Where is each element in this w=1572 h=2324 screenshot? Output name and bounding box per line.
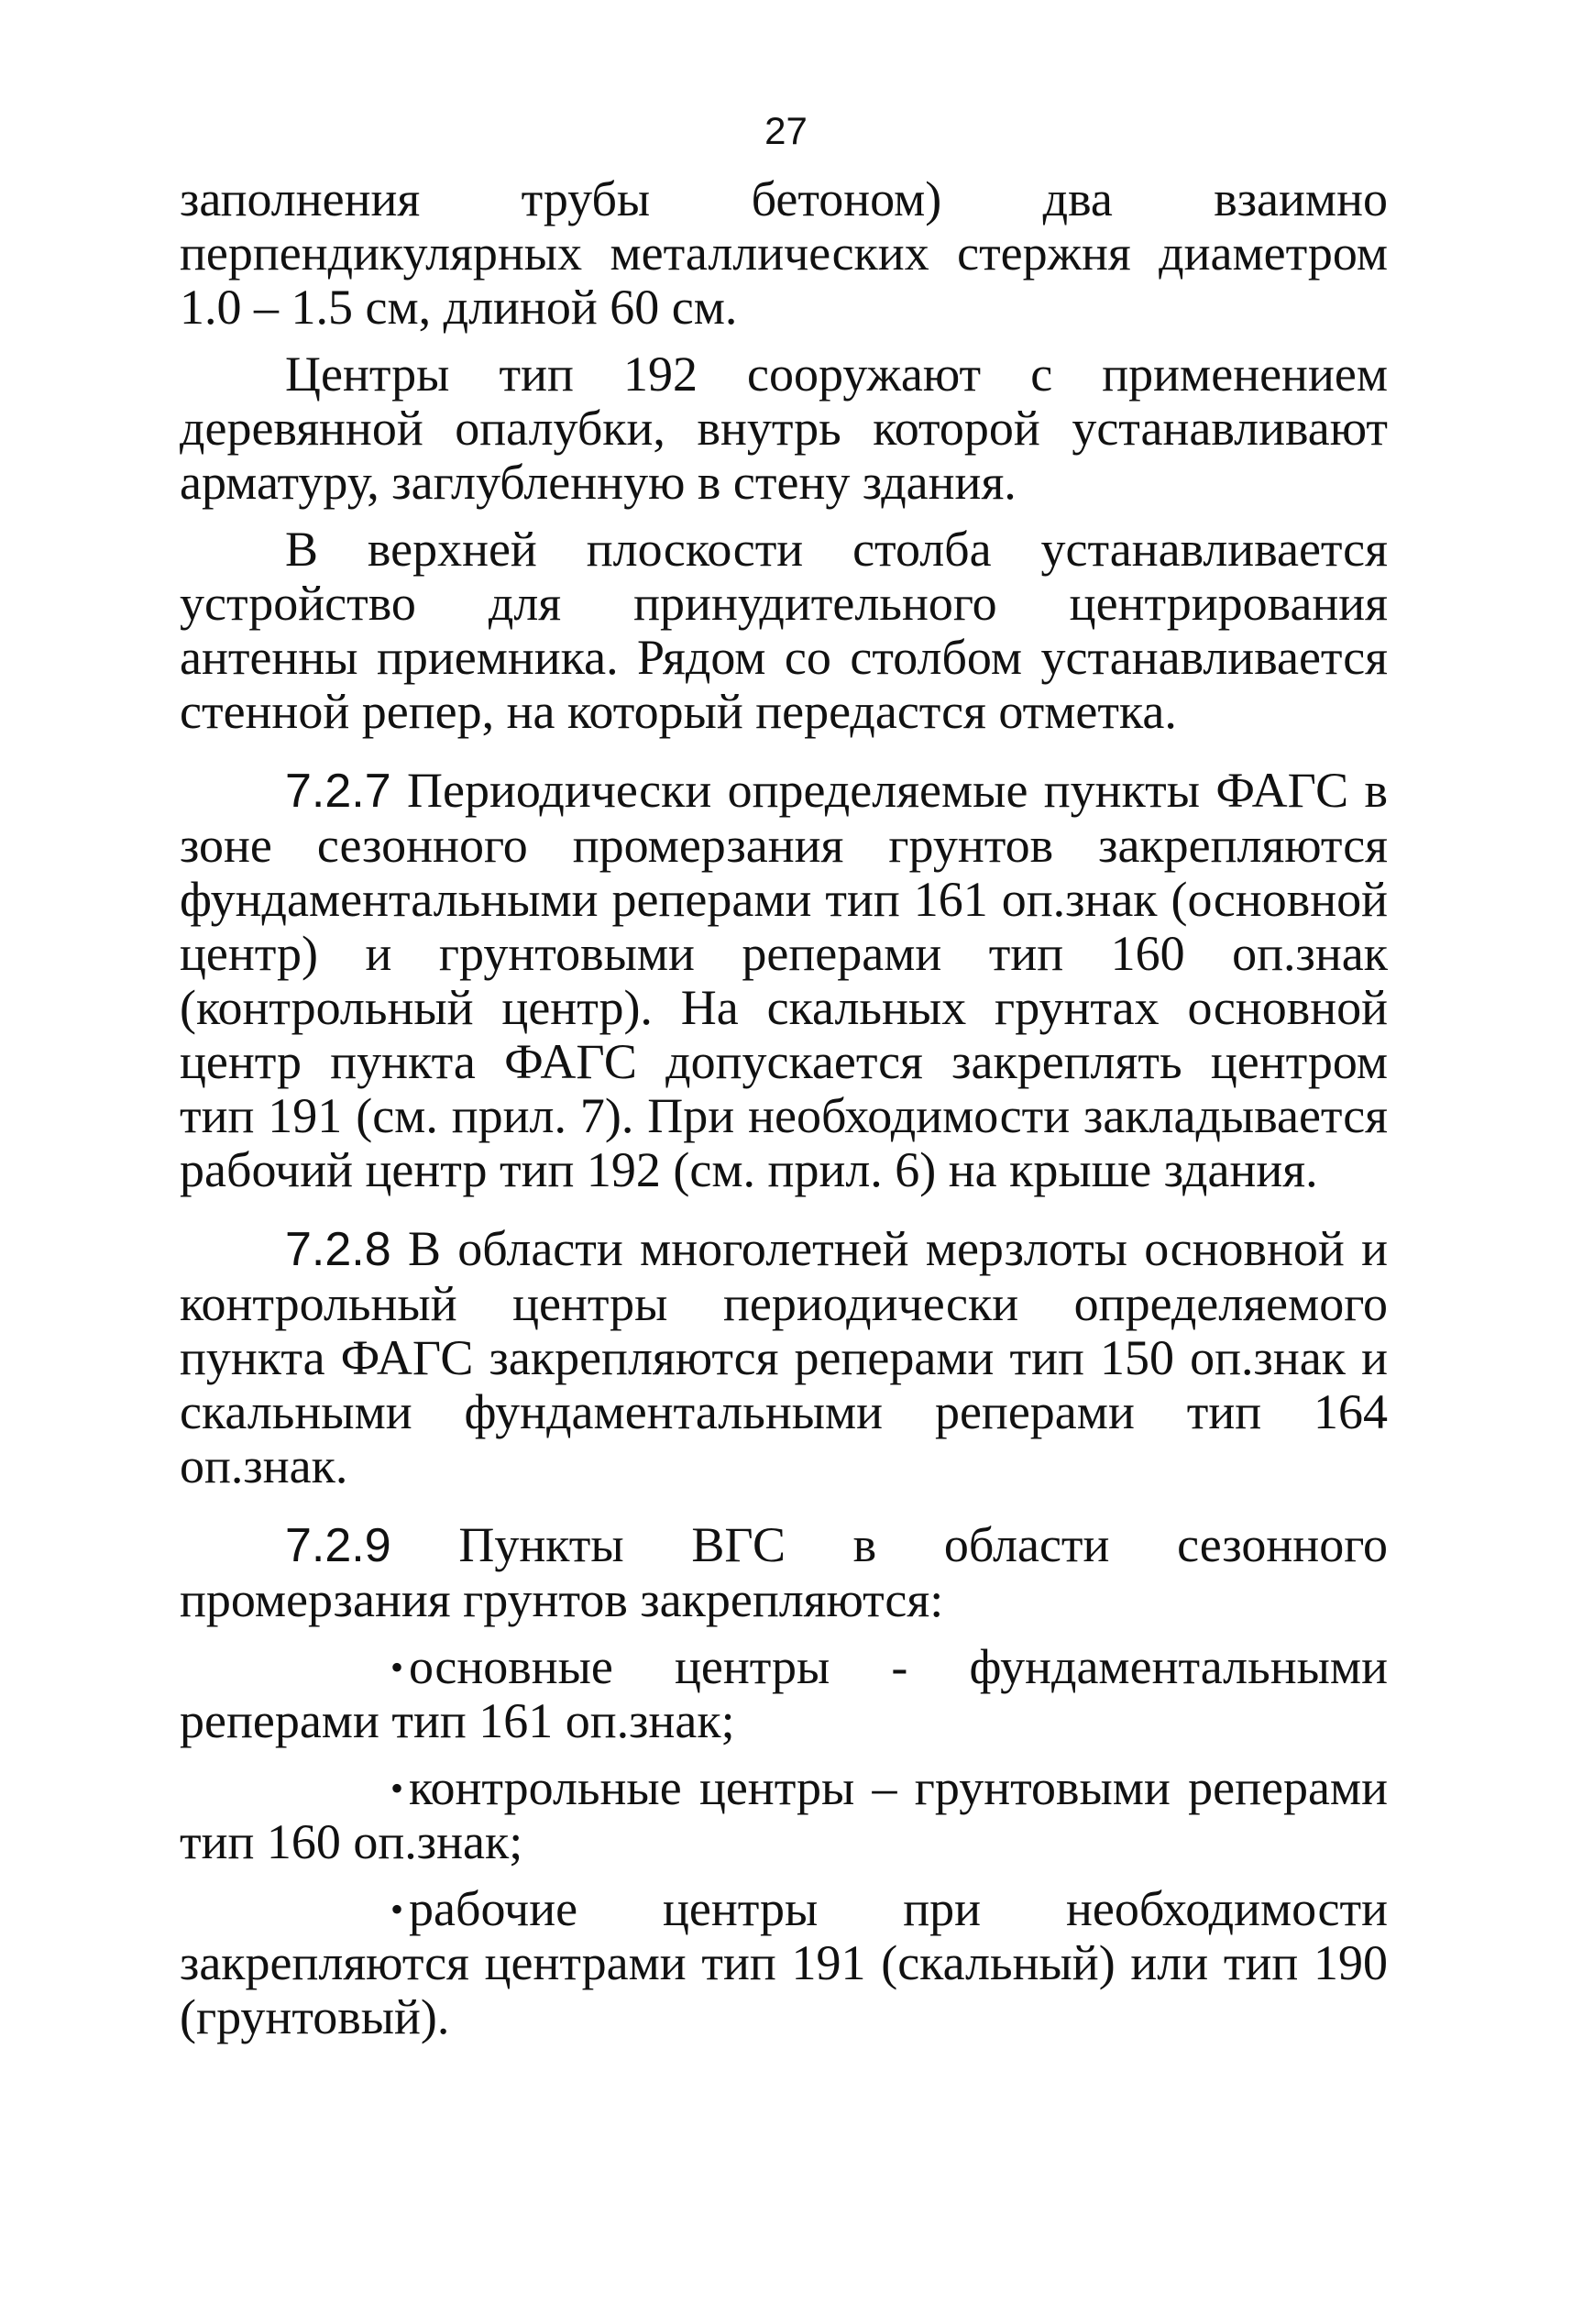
section-text: Пункты ВГС в области сезонного промерзания грунтов закрепляются: <box>180 1517 1389 1627</box>
list-item <box>180 1761 1388 1869</box>
bullet-icon: • <box>390 1647 404 1688</box>
section-number: 7.2.7 <box>285 765 391 818</box>
section-7-2-7 <box>180 764 1388 1197</box>
section-7-2-9 <box>180 1518 1388 1627</box>
paragraph-pillar-top: В верхней плоскости столба устанавливается устройство для принудительного центрирования антенны приемника. Рядом со столбом устанавливается стенной репер, на который передастся отметка. <box>180 522 1388 739</box>
list-item <box>180 1882 1388 2044</box>
section-number: 7.2.9 <box>285 1519 391 1572</box>
list-item-text: рабочие центры при необходимости закрепляются центрами тип 191 (скальный) или тип 190 (грунтовый). <box>180 1881 1388 2044</box>
list-item-text: контрольные центры – грунтовыми реперами тип 160 оп.знак; <box>180 1760 1388 1869</box>
paragraph-continuation: заполнения трубы бетоном) два взаимно перпендикулярных металлических стержня диаметром 1.0 – 1.5 см, длиной 60 см. <box>180 171 1388 335</box>
section-text: В области многолетней мерзлоты основной и контрольный центры периодически определяемого пункта ФАГС закрепляются реперами тип 150 оп.знак и скальными фундаментальными реперами тип 164 оп.знак. <box>180 1221 1389 1493</box>
document-body <box>180 172 1388 2044</box>
bullet-icon: • <box>390 1889 404 1930</box>
page-number: 27 <box>764 109 808 152</box>
section-text: Периодически определяемые пункты ФАГС в зоне сезонного промерзания грунтов закрепляются фундаментальными реперами тип 161 оп.знак (основной центр) и грунтовыми реперами тип 160 оп.знак (контрольный центр). На скальных грунтах основной центр пункта ФАГС допускается закреплять центром тип 191 (см. прил. 7). При необходимости закладывается рабочий центр тип 192 (см. прил. 6) на крыше здания. <box>180 763 1388 1197</box>
bullet-icon: • <box>390 1768 404 1809</box>
list-item-text: основные центры - фундаментальными реперами тип 161 оп.знак; <box>180 1639 1388 1748</box>
paragraph-center-type-192: Центры тип 192 сооружают с применением деревянной опалубки, внутрь которой устанавливают арматуру, заглубленную в стену здания. <box>180 347 1388 510</box>
section-number: 7.2.8 <box>285 1223 391 1276</box>
list-item <box>180 1640 1388 1748</box>
section-7-2-8 <box>180 1222 1388 1493</box>
